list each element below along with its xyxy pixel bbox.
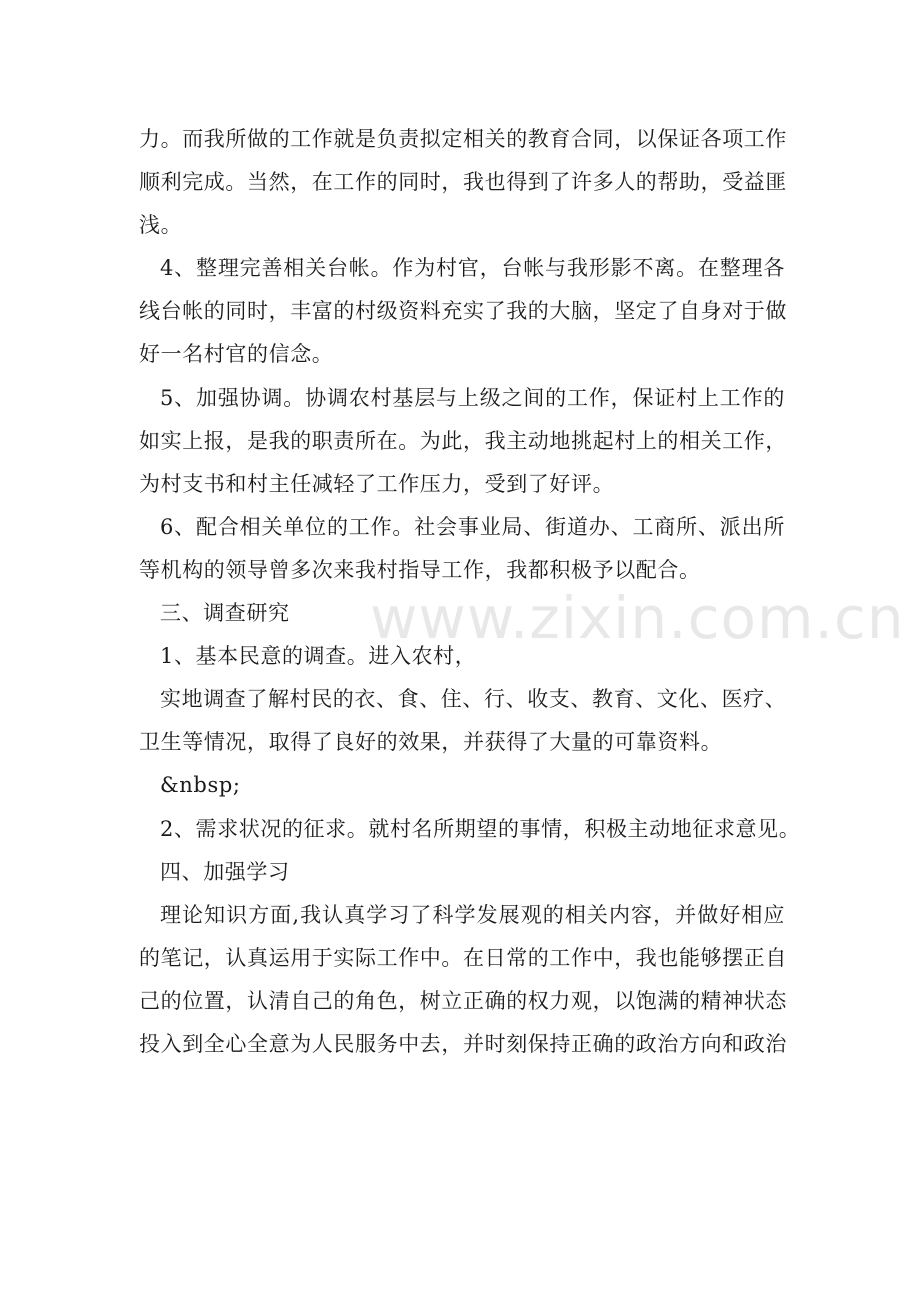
text-line: 好一名村官的信念。 xyxy=(139,342,334,367)
text-line: 1、基本民意的调查。进入农村， xyxy=(160,644,477,669)
text-line: 等机构的领导曾多次来我村指导工作，我都积极予以配合。 xyxy=(139,557,701,582)
text-line: 力。而我所做的工作就是负责拟定相关的教育合同，以保证各项工作 xyxy=(139,127,787,151)
text-line: 2、需求状况的征求。就村名所期望的事情，积极主动地征求意见。 xyxy=(160,816,801,841)
section-heading: 四、加强学习 xyxy=(160,859,290,884)
document-body xyxy=(139,118,801,1066)
text-line: 理论知识方面,我认真学习了科学发展观的相关内容，并做好相应 xyxy=(160,902,785,927)
watermark: www.zixin.com.cn xyxy=(370,584,905,652)
text-line: &nbsp; xyxy=(160,773,241,798)
text-line: 的笔记，认真运用于实际工作中。在日常的工作中，我也能够摆正自 xyxy=(139,945,787,970)
text-line: 线台帐的同时，丰富的村级资料充实了我的大脑，坚定了自身对于做 xyxy=(139,299,787,324)
text-line: 投入到全心全意为人民服务中去，并时刻保持正确的政治方向和政治 xyxy=(139,1031,787,1056)
text-line: 5、加强协调。协调农村基层与上级之间的工作，保证村上工作的 xyxy=(160,385,785,410)
text-line: 4、整理完善相关台帐。作为村官，台帐与我形影不离。在整理各 xyxy=(160,256,785,281)
text-line: 实地调查了解村民的衣、食、住、行、收支、教育、文化、医疗、 xyxy=(160,687,787,712)
text-line: 如实上报，是我的职责所在。为此，我主动地挑起村上的相关工作， xyxy=(139,428,787,453)
text-line: 顺利完成。当然，在工作的同时，我也得到了许多人的帮助，受益匪 xyxy=(139,170,787,195)
text-line: 为村支书和村主任减轻了工作压力，受到了好评。 xyxy=(139,471,615,496)
text-line: 6、配合相关单位的工作。社会事业局、街道办、工商所、派出所 xyxy=(160,514,785,539)
text-line: 卫生等情况，取得了良好的效果，并获得了大量的可靠资料。 xyxy=(139,730,723,755)
text-line: 己的位置，认清自己的角色，树立正确的权力观，以饱满的精神状态 xyxy=(139,988,787,1013)
text-line: 浅。 xyxy=(139,213,183,238)
section-heading: 三、调查研究 xyxy=(160,601,290,626)
